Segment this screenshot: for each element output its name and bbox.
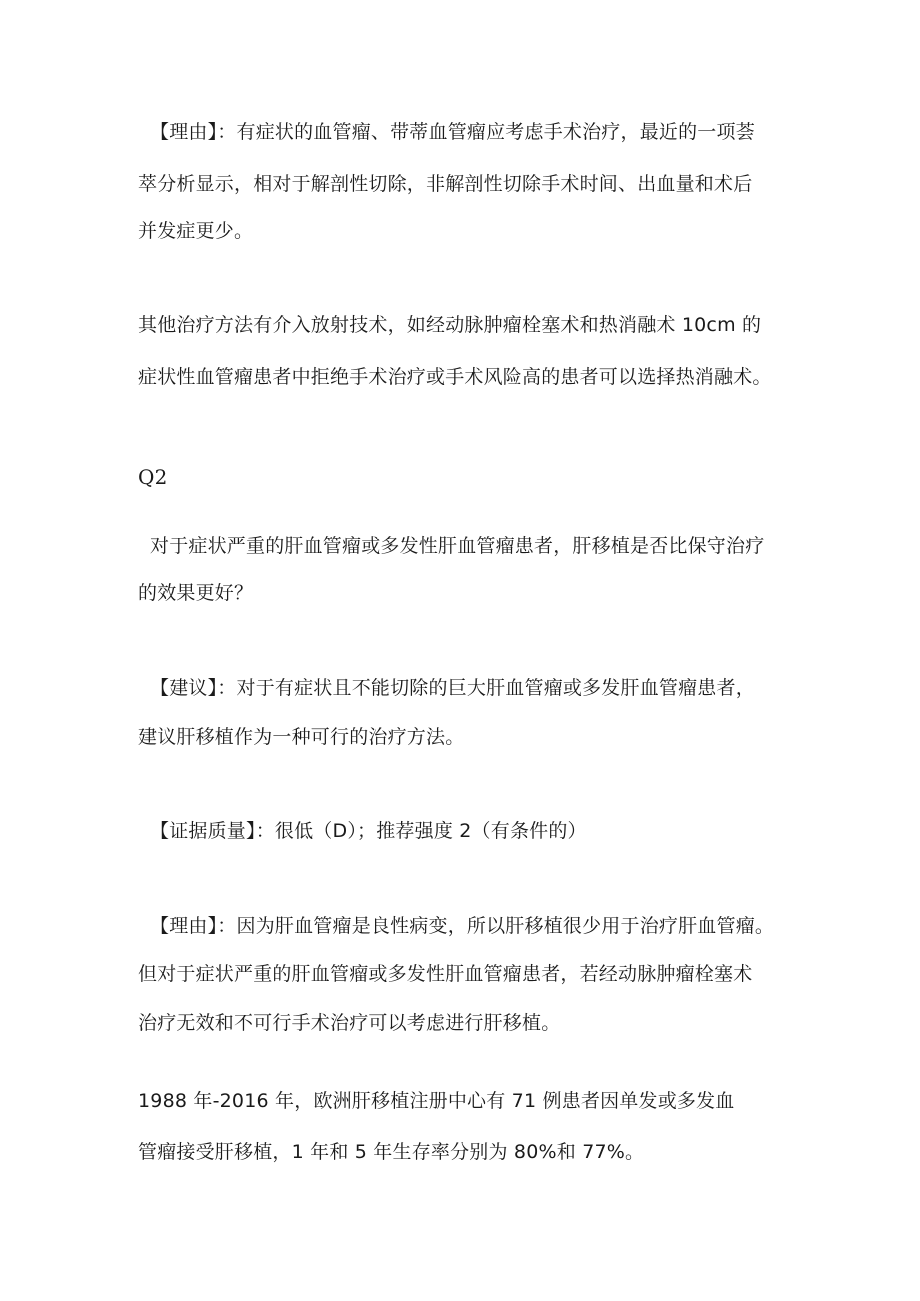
suggestion-line-1: 【建议】：对于有症状且不能切除的巨大肝血管瘤或多发肝血管瘤患者， xyxy=(150,677,755,699)
para1-line-1: 【理由】：有症状的血管瘤、带蒂血管瘤应考虑手术治疗，最近的一项荟 xyxy=(150,121,755,143)
question-line-1: 对于症状严重的肝血管瘤或多发性肝血管瘤患者，肝移植是否比保守治疗 xyxy=(150,535,765,557)
stats-line-2: 管瘤接受肝移植，1 年和 5 年生存率分别为 80%和 77%。 xyxy=(138,1141,645,1163)
para2-line-2: 症状性血管瘤患者中拒绝手术治疗或手术风险高的患者可以选择热消融术。 xyxy=(138,366,772,388)
para2-line-1: 其他治疗方法有介入放射技术，如经动脉肿瘤栓塞术和热消融术 10cm 的 xyxy=(138,314,762,336)
para1-line-2: 萃分析显示，相对于解剖性切除，非解剖性切除手术时间、出血量和术后 xyxy=(138,173,753,195)
reason-line-1: 【理由】：因为肝血管瘤是良性病变，所以肝移植很少用于治疗肝血管瘤。 xyxy=(150,915,775,937)
question-line-2: 的效果更好？ xyxy=(138,582,254,604)
stats-line-1: 1988 年-2016 年，欧洲肝移植注册中心有 71 例患者因单发或多发血 xyxy=(138,1090,735,1112)
suggestion-line-2: 建议肝移植作为一种可行的治疗方法。 xyxy=(138,726,465,748)
reason-line-3: 治疗无效和不可行手术治疗可以考虑进行肝移植。 xyxy=(138,1012,561,1034)
evidence-line: 【证据质量】：很低（D）；推荐强度 2（有条件的） xyxy=(150,820,587,842)
para1-line-3: 并发症更少。 xyxy=(138,220,254,242)
reason-line-2: 但对于症状严重的肝血管瘤或多发性肝血管瘤患者，若经动脉肿瘤栓塞术 xyxy=(138,963,753,985)
q2-heading: Q2 xyxy=(138,465,168,489)
